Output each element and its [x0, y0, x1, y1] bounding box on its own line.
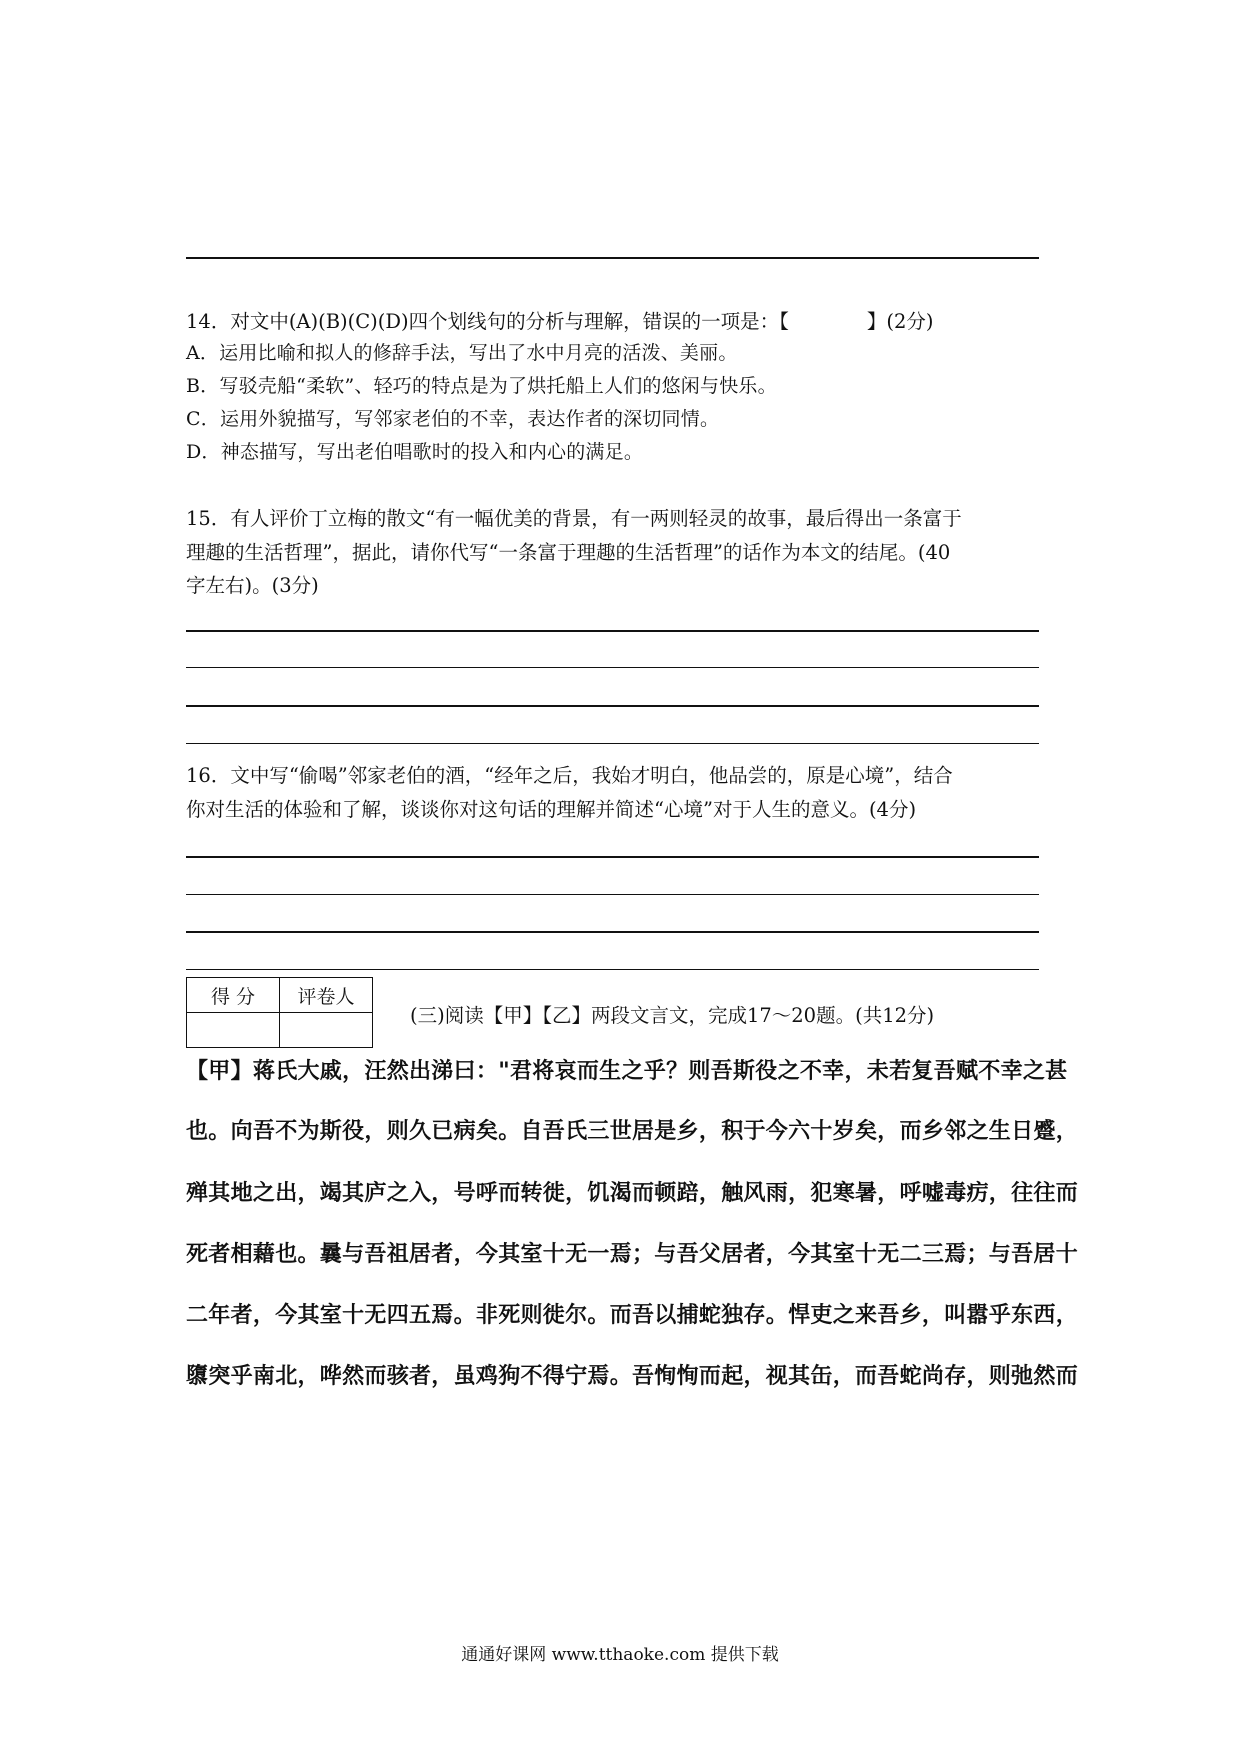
passage-line-3: 殚其地之出，竭其庐之入，号呼而转徙，饥渴而顿踣，触风雨，犯寒暑，呼嘘毒疠，往往而 — [186, 1181, 1079, 1206]
passage-line-6: 隳突乎南北，哗然而骇者，虽鸡狗不得宁焉。吾恂恂而起，视其缶，而吾蛇尚存，则弛然而 — [186, 1364, 1079, 1389]
score-label: 得 分 — [187, 978, 280, 1013]
grader-label: 评卷人 — [280, 978, 373, 1013]
answer-line[interactable] — [186, 894, 1039, 895]
passage-line-1 — [186, 1054, 1067, 1085]
passage-line-4: 死者相藉也。曩与吾祖居者，今其室十无一焉；与吾父居者，今其室十无二三焉；与吾居十 — [186, 1242, 1079, 1267]
section-title: (三)阅读【甲】【乙】两段文言文，完成17～20题。(共12分) — [410, 1004, 935, 1027]
answer-line[interactable] — [186, 705, 1039, 707]
q15-line-2: 理趣的生活哲理”，据此，请你代写“一条富于理趣的生活哲理”的话作为本文的结尾。(40 — [186, 541, 951, 564]
passage-line-5: 二年者，今其室十无四五焉。非死则徙尔。而吾以捕蛇独存。悍吏之来吾乡，叫嚣乎东西， — [186, 1303, 1079, 1328]
q14-option-b: B．写驳壳船“柔软”、轻巧的特点是为了烘托船上人们的悠闲与快乐。 — [186, 375, 777, 397]
q14-stem-score: 】(2分) — [866, 310, 934, 333]
answer-line[interactable] — [186, 743, 1039, 744]
q14-option-d: D．神态描写，写出老伯唱歌时的投入和内心的满足。 — [186, 441, 644, 463]
q14-stem-text: 14．对文中(A)(B)(C)(D)四个划线句的分析与理解，错误的一项是：【 — [186, 310, 789, 333]
score-cell[interactable] — [187, 1013, 280, 1048]
score-table — [186, 977, 373, 1048]
passage-label: 【甲】 — [186, 1059, 253, 1084]
answer-line[interactable] — [186, 630, 1039, 632]
answer-line[interactable] — [186, 931, 1039, 933]
q15-line-1: 15．有人评价丁立梅的散文“有一幅优美的背景，有一两则轻灵的故事，最后得出一条富于 — [186, 507, 962, 530]
q14-option-a: A．运用比喻和拟人的修辞手法，写出了水中月亮的活泼、美丽。 — [186, 342, 738, 364]
grader-cell[interactable] — [280, 1013, 373, 1048]
answer-line[interactable] — [186, 667, 1039, 668]
q15-line-3: 字左右)。(3分) — [186, 574, 319, 597]
q16-line-1: 16．文中写“偷喝”邻家老伯的酒，“经年之后，我始才明白，他品尝的，原是心境”，结合 — [186, 764, 953, 787]
answer-line[interactable] — [186, 969, 1039, 970]
q14-option-c: C．运用外貌描写，写邻家老伯的不幸，表达作者的深切同情。 — [186, 408, 720, 430]
footer-text: 通通好课网 www.tthaoke.com 提供下载 — [461, 1645, 779, 1665]
answer-line[interactable] — [186, 856, 1039, 858]
answer-line — [186, 257, 1039, 259]
q14-stem — [186, 306, 934, 334]
q16-line-2: 你对生活的体验和了解，谈谈你对这句话的理解并简述“心境”对于人生的意义。(4分) — [186, 798, 917, 821]
passage-text: 蒋氏大戚，汪然出涕曰："君将哀而生之乎？则吾斯役之不幸，未若复吾赋不幸之甚 — [252, 1059, 1068, 1084]
passage-line-2: 也。向吾不为斯役，则久已病矣。自吾氏三世居是乡，积于今六十岁矣，而乡邻之生日蹙， — [186, 1119, 1079, 1144]
